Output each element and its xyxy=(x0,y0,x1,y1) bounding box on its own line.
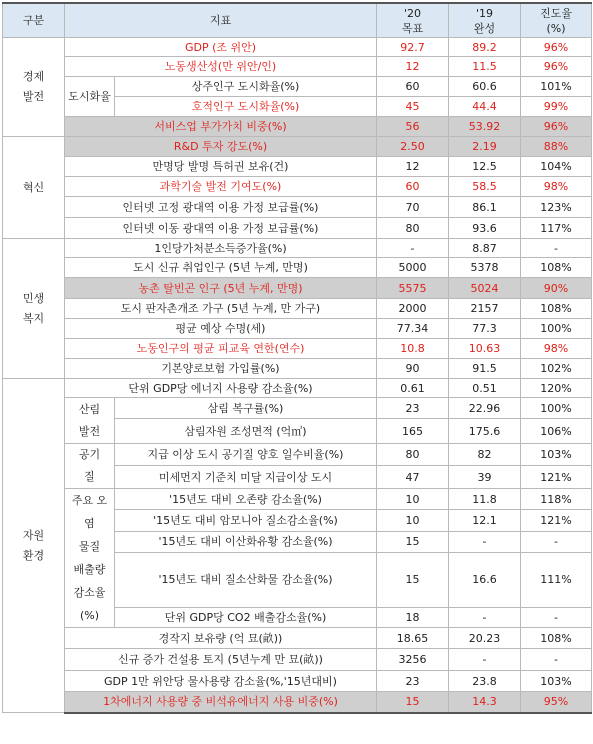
indicator-name: 인터넷 이동 광대역 이용 가정 보급률(%) xyxy=(65,218,377,239)
indicator-name: 1차에너지 사용량 중 비석유에너지 사용 비중(%) xyxy=(65,692,377,713)
indicator-name: 기본양로보험 가입률(%) xyxy=(65,359,377,379)
table-row xyxy=(3,239,592,258)
indicator-name: 농촌 탈빈곤 인구 (5년 누계, 만명) xyxy=(65,278,377,299)
target-value: 3256 xyxy=(377,649,449,671)
progress-rate: - xyxy=(521,607,592,627)
progress-rate: 96% xyxy=(521,38,592,57)
table-row xyxy=(3,57,592,77)
progress-rate: 96% xyxy=(521,117,592,137)
target-value: 15 xyxy=(377,552,449,607)
table-row xyxy=(3,258,592,278)
actual-value: - xyxy=(449,649,521,671)
target-value: 10 xyxy=(377,510,449,531)
progress-rate: 111% xyxy=(521,552,592,607)
target-value: 5575 xyxy=(377,278,449,299)
indicator-name: '15년도 대비 오존량 감소율(%) xyxy=(115,489,377,510)
target-value: 90 xyxy=(377,359,449,379)
target-value: 12 xyxy=(377,157,449,177)
header-category: 구분 xyxy=(3,3,65,38)
target-value: 60 xyxy=(377,77,449,97)
actual-value: 10.63 xyxy=(449,339,521,359)
indicator-name: '15년도 대비 질소산화물 감소율(%) xyxy=(115,552,377,607)
target-value: 18.65 xyxy=(377,628,449,649)
header-progress-unit: (%) xyxy=(546,21,566,35)
target-value: 60 xyxy=(377,177,449,197)
subgroup-urbanization: 도시화율 xyxy=(65,77,115,117)
indicator-name: 삼림자원 조성면적 (억㎥) xyxy=(115,419,377,444)
actual-value: 16.6 xyxy=(449,552,521,607)
target-value: 12 xyxy=(377,57,449,77)
actual-value: 89.2 xyxy=(449,38,521,57)
actual-value: 5024 xyxy=(449,278,521,299)
actual-value: 20.23 xyxy=(449,628,521,649)
actual-value: 23.8 xyxy=(449,671,521,692)
progress-rate: 120% xyxy=(521,379,592,398)
header-target xyxy=(377,3,449,38)
table-row xyxy=(3,177,592,197)
progress-rate: 118% xyxy=(521,489,592,510)
actual-value: 175.6 xyxy=(449,419,521,444)
progress-rate: 121% xyxy=(521,466,592,489)
actual-value: 53.92 xyxy=(449,117,521,137)
subgroup-label: 주요 오염 물질 배출량 감소율 (%) xyxy=(71,494,108,622)
target-value: 92.7 xyxy=(377,38,449,57)
table-row xyxy=(3,649,592,671)
target-value: 15 xyxy=(377,692,449,713)
category-label: 혁신 xyxy=(22,180,45,194)
progress-rate: 108% xyxy=(521,258,592,278)
progress-rate: 108% xyxy=(521,628,592,649)
actual-value: 5378 xyxy=(449,258,521,278)
indicator-table xyxy=(2,2,592,714)
target-value: 70 xyxy=(377,197,449,218)
table-row xyxy=(3,628,592,649)
category-environment xyxy=(3,379,65,713)
subgroup-air xyxy=(65,444,115,489)
table-row xyxy=(3,77,592,97)
table-row xyxy=(3,299,592,319)
subgroup-forest xyxy=(65,398,115,444)
category-label: 자원 환경 xyxy=(22,528,45,562)
indicator-name: 신규 증가 건설용 토지 (5년누계 만 묘(畝)) xyxy=(65,649,377,671)
actual-value: 60.6 xyxy=(449,77,521,97)
target-value: 2000 xyxy=(377,299,449,319)
actual-value: 22.96 xyxy=(449,398,521,419)
indicator-name: '15년도 대비 암모니아 질소감소율(%) xyxy=(115,510,377,531)
target-value: 80 xyxy=(377,218,449,239)
progress-rate: - xyxy=(521,239,592,258)
target-value: 23 xyxy=(377,398,449,419)
progress-rate: 96% xyxy=(521,57,592,77)
table-row-highlighted xyxy=(3,117,592,137)
target-value: 56 xyxy=(377,117,449,137)
progress-rate: 98% xyxy=(521,339,592,359)
progress-rate: 99% xyxy=(521,97,592,117)
actual-value: 8.87 xyxy=(449,239,521,258)
target-value: 10 xyxy=(377,489,449,510)
category-welfare xyxy=(3,239,65,379)
table-row xyxy=(3,359,592,379)
indicator-name: 상주인구 도시화율(%) xyxy=(115,77,377,97)
actual-value: 11.5 xyxy=(449,57,521,77)
header-progress xyxy=(521,3,592,38)
table-row xyxy=(3,157,592,177)
indicator-name: 과학기술 발전 기여도(%) xyxy=(65,177,377,197)
table-row xyxy=(3,319,592,339)
indicator-name: 1인당가처분소득증가율(%) xyxy=(65,239,377,258)
actual-value: 0.51 xyxy=(449,379,521,398)
actual-value: 91.5 xyxy=(449,359,521,379)
actual-value: 93.6 xyxy=(449,218,521,239)
progress-rate: 121% xyxy=(521,510,592,531)
actual-value: 12.1 xyxy=(449,510,521,531)
target-value: 5000 xyxy=(377,258,449,278)
actual-value: 82 xyxy=(449,444,521,466)
indicator-name: 호적인구 도시화율(%) xyxy=(115,97,377,117)
table-row xyxy=(3,218,592,239)
indicator-name: '15년도 대비 이산화유황 감소율(%) xyxy=(115,531,377,552)
target-value: 165 xyxy=(377,419,449,444)
target-value: 47 xyxy=(377,466,449,489)
indicator-name: 인터넷 고정 광대역 이용 가정 보급률(%) xyxy=(65,197,377,218)
indicator-name: 노동생산성(만 위안/인) xyxy=(65,57,377,77)
subgroup-label: 공기 질 xyxy=(78,448,101,483)
target-value: 23 xyxy=(377,671,449,692)
progress-rate: 104% xyxy=(521,157,592,177)
indicator-name: 만명당 발명 특허권 보유(건) xyxy=(65,157,377,177)
table-row-highlighted xyxy=(3,278,592,299)
indicator-name: 경작지 보유량 (억 묘(畝)) xyxy=(65,628,377,649)
header-indicator: 지표 xyxy=(65,3,377,38)
actual-value: 12.5 xyxy=(449,157,521,177)
actual-value: 86.1 xyxy=(449,197,521,218)
category-label: 민생 복지 xyxy=(22,291,45,325)
target-value: 18 xyxy=(377,607,449,627)
indicator-name: 단위 GDP당 CO2 배출감소율(%) xyxy=(115,607,377,627)
table-row xyxy=(3,671,592,692)
progress-rate: - xyxy=(521,531,592,552)
header-progress-label: 진도율 xyxy=(540,6,572,20)
progress-rate: 117% xyxy=(521,218,592,239)
indicator-name: 지급 이상 도시 공기질 양호 일수비율(%) xyxy=(115,444,377,466)
indicator-name: R&D 투자 강도(%) xyxy=(65,137,377,157)
indicator-name: 단위 GDP당 에너지 사용량 감소율(%) xyxy=(65,379,377,398)
header-actual-label: 완성 xyxy=(473,21,496,35)
category-label: 경제 발전 xyxy=(22,70,45,103)
progress-rate: - xyxy=(521,649,592,671)
progress-rate: 103% xyxy=(521,671,592,692)
table-row xyxy=(3,38,592,57)
table-row xyxy=(3,379,592,398)
table-row xyxy=(3,339,592,359)
subgroup-label: 산림 발전 xyxy=(78,402,101,438)
table-row-highlighted xyxy=(3,137,592,157)
actual-value: 58.5 xyxy=(449,177,521,197)
indicator-name: 서비스업 부가가치 비중(%) xyxy=(65,117,377,137)
progress-rate: 101% xyxy=(521,77,592,97)
target-value: 2.50 xyxy=(377,137,449,157)
actual-value: 2.19 xyxy=(449,137,521,157)
header-actual-year: '19 xyxy=(476,6,494,20)
progress-rate: 90% xyxy=(521,278,592,299)
table-row xyxy=(3,444,592,466)
table-row xyxy=(3,489,592,510)
progress-rate: 98% xyxy=(521,177,592,197)
header-target-year: '20 xyxy=(404,6,422,20)
target-value: 15 xyxy=(377,531,449,552)
actual-value: 11.8 xyxy=(449,489,521,510)
progress-rate: 106% xyxy=(521,419,592,444)
indicator-name: 평균 예상 수명(세) xyxy=(65,319,377,339)
target-value: 77.34 xyxy=(377,319,449,339)
table-row xyxy=(3,398,592,419)
actual-value: 2157 xyxy=(449,299,521,319)
category-innovation xyxy=(3,137,65,239)
actual-value: 44.4 xyxy=(449,97,521,117)
progress-rate: 123% xyxy=(521,197,592,218)
progress-rate: 95% xyxy=(521,692,592,713)
progress-rate: 88% xyxy=(521,137,592,157)
indicator-name: GDP (조 위안) xyxy=(65,38,377,57)
target-value: 10.8 xyxy=(377,339,449,359)
category-economy xyxy=(3,38,65,137)
progress-rate: 102% xyxy=(521,359,592,379)
indicator-name: GDP 1만 위안당 물사용량 감소율(%,'15년대비) xyxy=(65,671,377,692)
table-row xyxy=(3,197,592,218)
target-value: 45 xyxy=(377,97,449,117)
progress-rate: 103% xyxy=(521,444,592,466)
indicator-name: 도시 신규 취업인구 (5년 누계, 만명) xyxy=(65,258,377,278)
progress-rate: 108% xyxy=(521,299,592,319)
indicator-name: 도시 판자촌개조 가구 (5년 누계, 만 가구) xyxy=(65,299,377,319)
progress-rate: 100% xyxy=(521,398,592,419)
header-target-label: 목표 xyxy=(401,21,424,35)
indicator-name: 미세먼지 기준치 미달 지급이상 도시 xyxy=(115,466,377,489)
actual-value: 39 xyxy=(449,466,521,489)
actual-value: 14.3 xyxy=(449,692,521,713)
target-value: 0.61 xyxy=(377,379,449,398)
actual-value: - xyxy=(449,607,521,627)
header-row xyxy=(3,3,592,38)
actual-value: - xyxy=(449,531,521,552)
target-value: 80 xyxy=(377,444,449,466)
indicator-name: 노동인구의 평균 피교육 연한(연수) xyxy=(65,339,377,359)
header-actual xyxy=(449,3,521,38)
actual-value: 77.3 xyxy=(449,319,521,339)
target-value: - xyxy=(377,239,449,258)
table-row-highlighted xyxy=(3,692,592,713)
progress-rate: 100% xyxy=(521,319,592,339)
indicator-name: 삼림 복구률(%) xyxy=(115,398,377,419)
subgroup-pollutants xyxy=(65,489,115,628)
